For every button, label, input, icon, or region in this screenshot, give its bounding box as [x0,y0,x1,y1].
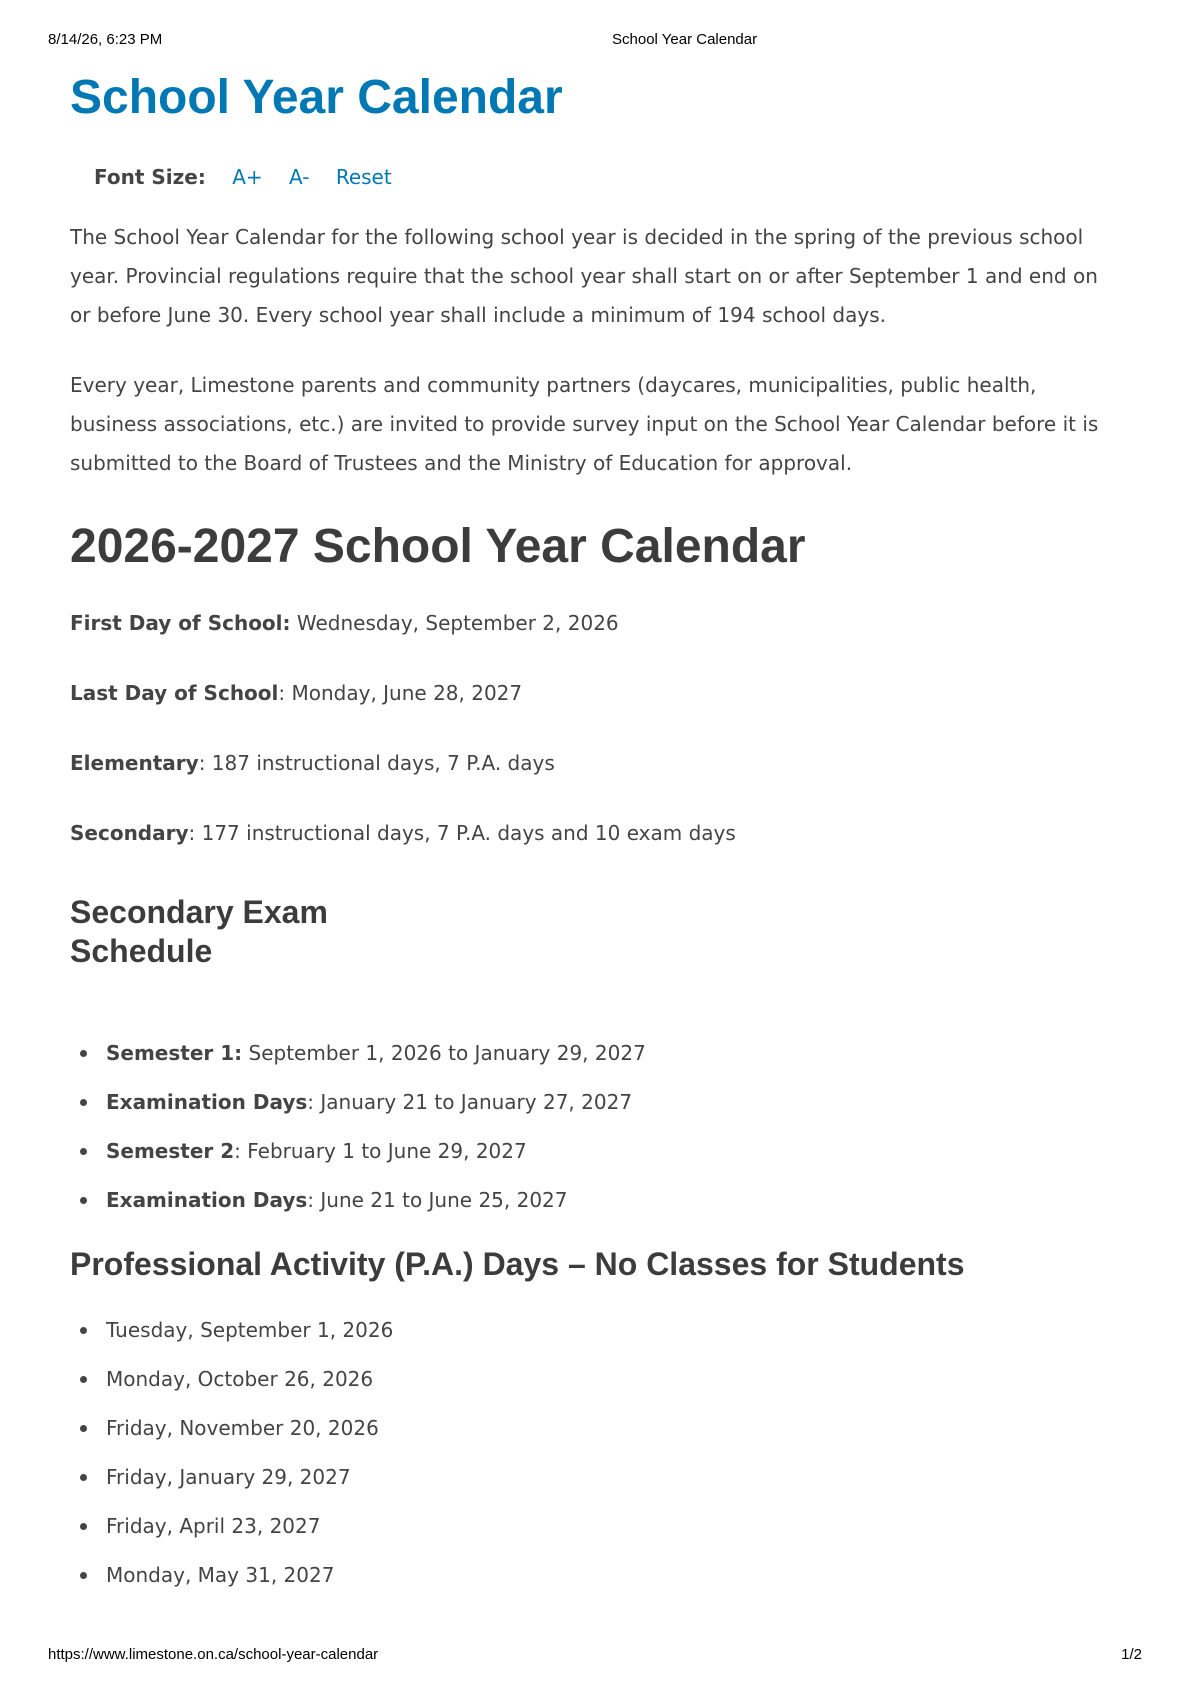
pa-days-heading: Professional Activity (P.A.) Days – No Classes for Students [70,1246,965,1282]
pa-day: Tuesday, September 1, 2026 [106,1318,394,1342]
fact-secondary [70,819,1120,847]
list-item [70,1137,1120,1165]
item-label: Semester 2 [106,1139,235,1163]
item-value: : June 21 to June 25, 2027 [307,1188,568,1212]
fact-label: First Day of School: [70,611,291,635]
font-increase-link[interactable]: A+ [232,165,263,189]
pa-day: Friday, April 23, 2027 [106,1514,321,1538]
bullet-icon [80,1148,87,1155]
list-item [70,1316,1120,1344]
item-label: Examination Days [106,1090,308,1114]
fact-label: Last Day of School [70,681,279,705]
page-number: 1/2 [1121,1646,1142,1663]
list-item [70,1365,1120,1393]
bullet-icon [80,1050,87,1057]
fact-value: : 187 instructional days, 7 P.A. days [198,751,555,775]
bullet-icon [80,1197,87,1204]
list-item [70,1561,1120,1589]
list-item [70,1512,1120,1540]
fact-elementary [70,749,1120,777]
intro-paragraph: Every year, Limestone parents and community partners (daycares, municipalities, public health, business associations, etc.) are invited to provide survey input on the School Year Calendar before it is submitted to the Board of Trustees and the Ministry of Education for approval. [70,373,1099,475]
fact-label: Elementary [70,751,199,775]
pa-day: Monday, May 31, 2027 [106,1563,335,1587]
list-item [70,1186,1120,1214]
main-content [70,64,1120,1610]
exam-schedule-heading: Secondary Exam Schedule [70,894,328,969]
bullet-icon [80,1327,87,1334]
bullet-icon [80,1572,87,1579]
fact-value: : Monday, June 28, 2027 [278,681,523,705]
page-title: School Year Calendar [70,71,563,124]
fact-last-day [70,679,1120,707]
item-value: : February 1 to June 29, 2027 [234,1139,527,1163]
item-label: Examination Days [106,1188,308,1212]
pa-day: Friday, January 29, 2027 [106,1465,351,1489]
item-value: September 1, 2026 to January 29, 2027 [242,1041,646,1065]
bullet-icon [80,1523,87,1530]
print-page-title: School Year Calendar [612,31,758,48]
item-value: : January 21 to January 27, 2027 [307,1090,633,1114]
fact-label: Secondary [70,821,189,845]
bullet-icon [80,1099,87,1106]
pa-days-list [70,1316,1120,1589]
print-url: https://www.limestone.on.ca/school-year-calendar [48,1646,379,1663]
pa-day: Friday, November 20, 2026 [106,1416,379,1440]
list-item [70,1463,1120,1491]
print-footer [48,1646,1142,1666]
item-label: Semester 1: [106,1041,243,1065]
list-item [70,1039,1120,1067]
calendar-heading: 2026-2027 School Year Calendar [70,520,806,573]
fact-value: Wednesday, September 2, 2026 [290,611,619,635]
intro-paragraph: The School Year Calendar for the following school year is decided in the spring of the previous school year. Provincial regulations require that the school year shall start on or after September 1 and end on or before June 30. Every school year shall include a minimum of 194 school days. [70,225,1098,327]
bullet-icon [80,1376,87,1383]
print-header [48,31,1142,51]
font-size-controls [94,164,1120,190]
pa-day: Monday, October 26, 2026 [106,1367,374,1391]
list-item [70,1414,1120,1442]
font-size-label: Font Size: [94,165,206,189]
print-datetime: 8/14/26, 6:23 PM [48,31,163,48]
fact-first-day [70,609,1120,637]
bullet-icon [80,1474,87,1481]
list-item [70,1088,1120,1116]
exam-schedule-list [70,1039,1120,1214]
fact-value: : 177 instructional days, 7 P.A. days and 10 exam days [188,821,736,845]
bullet-icon [80,1425,87,1432]
font-reset-link[interactable]: Reset [335,165,392,189]
font-decrease-link[interactable]: A- [289,165,310,189]
